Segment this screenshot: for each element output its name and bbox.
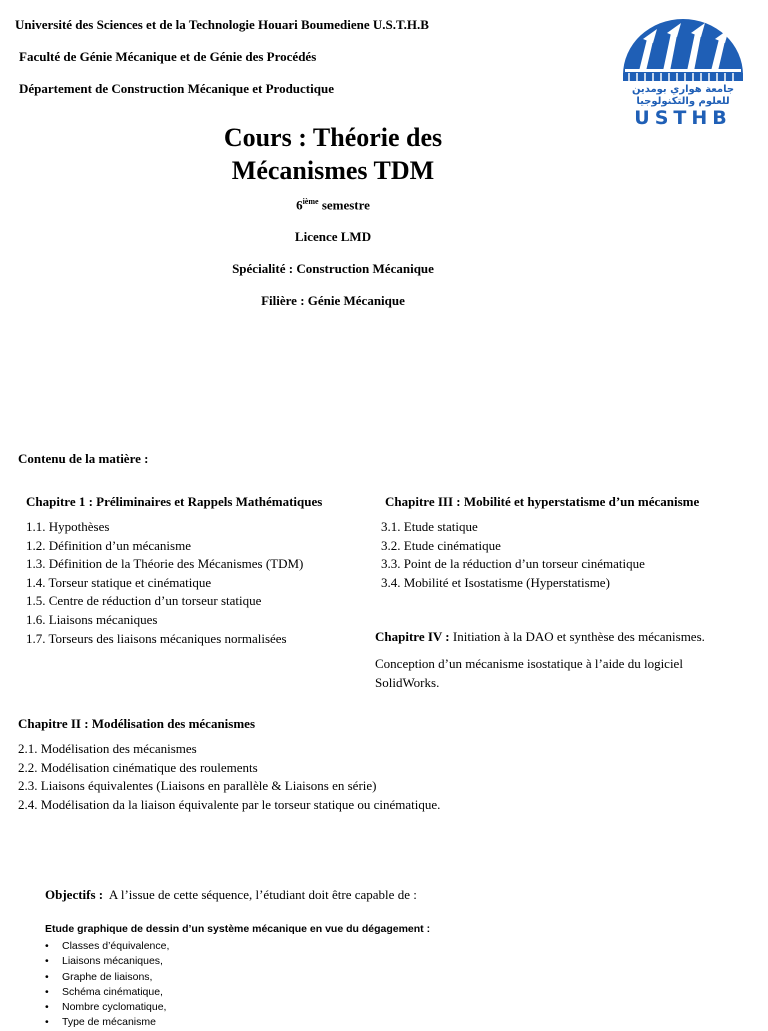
etude-title: Etude graphique de dessin d’un système mécanique en vue du dégagement : <box>45 923 431 935</box>
filiere: Filière : Génie Mécanique <box>261 293 405 308</box>
logo-arabic-line1: جامعة هواري بومدين <box>631 84 735 95</box>
list-item: 1.5. Centre de réduction d’un torseur statique <box>26 593 262 609</box>
chapitre1-list <box>26 518 303 648</box>
list-item: • Nombre cyclomatique, <box>45 1000 169 1015</box>
licence: Licence LMD <box>294 229 372 244</box>
objectifs <box>45 887 417 903</box>
chapitre4-label: Chapitre IV : <box>375 629 450 644</box>
list-item: 1.2. Définition d’un mécanisme <box>26 537 191 553</box>
list-item: • Type de mécanisme <box>45 1015 169 1030</box>
list-item: 3.3. Point de la réduction d’un torseur cinématique <box>381 556 645 572</box>
list-item: • Classes d’équivalence, <box>45 939 169 954</box>
faculty-name: Faculté de Génie Mécanique et de Génie des Procédés <box>19 49 317 64</box>
semester-text: semestre <box>321 197 370 213</box>
list-item: 1.4. Torseur statique et cinématique <box>26 574 212 590</box>
chapitre4-description-line2: SolidWorks. <box>375 675 440 690</box>
logo-arabic-line2: للعلوم والتكنولوجيا <box>636 96 730 107</box>
chapitre2-list <box>18 740 440 814</box>
chapitre4-description <box>375 654 683 692</box>
university-name: Université des Sciences et de la Technologie Houari Boumediene U.S.T.H.B <box>15 17 429 32</box>
objectifs-label: Objectifs : <box>45 887 104 902</box>
course-title-line2: Mécanismes TDM <box>231 156 435 185</box>
course-title-line1: Cours : Théorie des <box>223 123 443 152</box>
list-item: 3.4. Mobilité et Isostatisme (Hyperstatisme) <box>381 574 610 590</box>
semester <box>0 197 666 213</box>
list-item: 1.6. Liaisons mécaniques <box>26 611 158 627</box>
list-item: 2.4. Modélisation da la liaison équivalente par le torseur statique ou cinématique. <box>18 796 441 812</box>
list-item: • Liaisons mécaniques, <box>45 954 169 969</box>
list-item: 2.1. Modélisation des mécanismes <box>18 741 197 756</box>
list-item: 3.1. Etude statique <box>381 519 478 534</box>
list-item: • Graphe de liaisons, <box>45 970 169 985</box>
semester-num: 6 <box>296 197 303 213</box>
specialite: Spécialité : Construction Mécanique <box>232 261 434 276</box>
chapitre2-title: Chapitre II : Modélisation des mécanismes <box>18 716 256 731</box>
list-item: 3.2. Etude cinématique <box>381 537 501 553</box>
chapitre3-title: Chapitre III : Mobilité et hyperstatisme d’un mécanisme <box>385 494 700 509</box>
list-item: • Schéma cinématique, <box>45 985 169 1000</box>
list-item: 2.3. Liaisons équivalentes (Liaisons en parallèle & Liaisons en série) <box>18 778 377 794</box>
semester-sup: ième <box>302 197 319 206</box>
list-item: 1.7. Torseurs des liaisons mécaniques normalisées <box>26 630 287 646</box>
chapitre4-title-rest: Initiation à la DAO et synthèse des mécanismes. <box>452 629 705 644</box>
contenu-label: Contenu de la matière : <box>18 451 149 466</box>
logo-text: USTHB <box>634 107 732 129</box>
etude-bullet-list <box>45 939 169 1031</box>
objectifs-text: A l’issue de cette séquence, l’étudiant doit être capable de : <box>108 887 417 902</box>
chapitre4-description-line1: Conception d’un mécanisme isostatique à l’aide du logiciel <box>375 656 683 671</box>
list-item: 1.1. Hypothèses <box>26 519 110 534</box>
list-item: 1.3. Définition de la Théorie des Mécanismes (TDM) <box>26 556 304 572</box>
department-name: Département de Construction Mécanique et Productique <box>19 81 334 96</box>
usthb-logo <box>617 13 749 129</box>
chapitre4-title <box>375 629 705 645</box>
list-item: 2.2. Modélisation cinématique des roulements <box>18 759 258 775</box>
chapitre1-title: Chapitre 1 : Préliminaires et Rappels Mathématiques <box>26 494 323 509</box>
chapitre3-list <box>381 518 645 592</box>
